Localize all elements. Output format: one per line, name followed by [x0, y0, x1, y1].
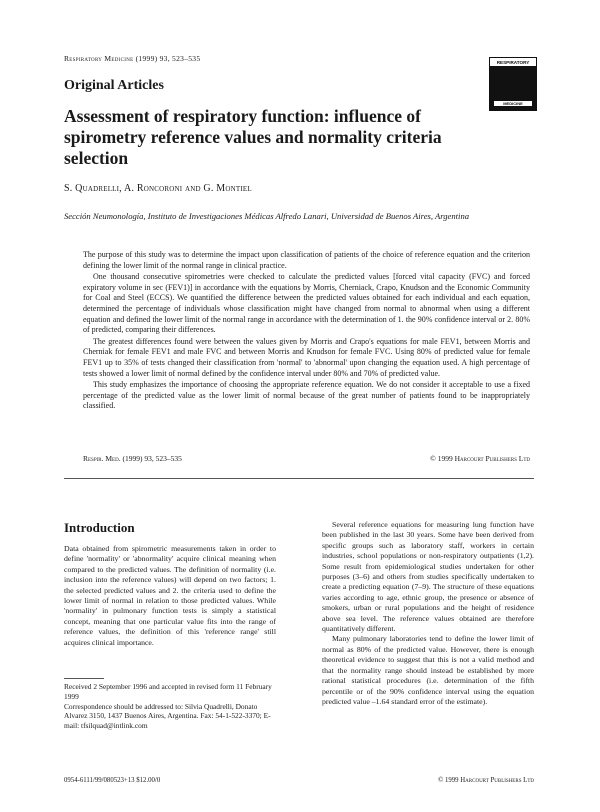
abstract	[83, 250, 530, 413]
issn-line: 0954-6111/99/080523+13 $12.00/0	[64, 777, 161, 784]
abstract-paragraph: This study emphasizes the importance of choosing the appropriate reference equation. We do not consider it acceptable to use a fixed percentage of the predicted value as the lower limit of normal because of the great number of patients found to be inappropriately classified.	[83, 380, 530, 411]
journal-header: Respiratory Medicine (1999) 93, 523–535	[64, 54, 201, 63]
footnote	[64, 682, 276, 731]
body-paragraph: Many pulmonary laboratories tend to define the lower limit of normal as 80% of the predicted value. However, there is enough theoretical evidence to suggest that this is not a valid method and that the normality range should instead be established by more rational statistical procedures (i.e. determination of the fifth percentile or of the 90% confidence interval using the equation predicted value –1.64 standard error of the estimate).	[322, 634, 534, 706]
abstract-paragraph: The purpose of this study was to determine the impact upon classification of patients of the choice of reference equation and the criterion defining the lower limit of the normal range in clinical practice.	[83, 250, 530, 270]
journal-logo	[489, 57, 537, 111]
introduction-heading: Introduction	[64, 520, 135, 535]
affiliation: Sección Neumonología, Instituto de Investigaciones Médicas Alfredo Lanari, Universidad de Buenos Aires, Argentina	[64, 211, 470, 221]
body-paragraph: Several reference equations for measuring lung function have been published in the last 30 years. Some have been derived from specific groups such as laboratory staff, workers in certain industries, school populations or non-respiratory outpatients (1,2). Some result from epidemiological studies undertaken for other purposes (3–6) and others from studies specifically undertaken to create a predicting equation (7–9). The structure of these equations varies according to age, ethnic group, the presence or absence of smokers, urban or rural populations and the height of residence above sea level. The reference values obtained are therefore quantitatively different.	[322, 520, 534, 634]
correspondence-note: Correspondence should be addressed to: Silvia Quadrelli, Donato Alvarez 3150, 1437 Buenos Aires, Argentina. Fax: 54-1-522-3370; E-mail: tfsilquad@intlink.com	[64, 701, 271, 731]
footnote-rule	[64, 678, 104, 679]
authors: S. Quadrelli, A. Roncoroni and G. Montiel	[64, 183, 252, 194]
received-note: Received 2 September 1996 and accepted in revised form 11 February 1999	[64, 682, 272, 701]
section-label: Original Articles	[64, 78, 164, 93]
logo-bottom-text: MEDICINE	[494, 101, 532, 106]
article-title: Assessment of respiratory function: influence of spirometry reference values and normality criteria selection	[64, 106, 442, 168]
left-column	[64, 544, 276, 648]
section-divider	[64, 478, 534, 479]
body-paragraph: Data obtained from spirometric measurements taken in order to define 'normality' or 'abnormality' acquire clinical meaning when compared to the predicted values. The definition of normality (i.e. inclusion into the reference values) will depend on two factors; 1. the selected predicted values and 2. the criteria used to define the lower limit of normal in relation to those predicted values. While 'normality' in pulmonary function tests is simply a statistical concept, meaning that one particular value fits into the range of reference values, the definition of this 'reference range' still acquires clinical importance.	[64, 544, 276, 647]
right-column	[322, 520, 534, 707]
abstract-paragraph: One thousand consecutive spirometries were checked to calculate the predicted values [forced vital capacity (FVC) and forced expiratory volume in sec (FEV1)] in accordance with the equations by Morris, Cherniack, Crapo, Knudson and the Economic Community for Coal and Steel (ECCS). We quantified the difference between the predicted values obtained for each individual and each equation, determined the percentage of individuals whose classification might have changed from normal to abnormal when using a different equation and defined the lower limit of the normal range in accordance with the determination of 1. the 90% confidence interval or 2. 80% of predicted, comparing their differences.	[83, 272, 530, 335]
abstract-paragraph: The greatest differences found were between the values given by Morris and Crapo's equations for male FEV1, between Morris and Cherniak for female FEV1 and male FVC and between Morris and Knudson for female FVC. Using 80% of predicted value for female FEV1 up to 35% of tests changed their classification from 'normal' to 'abnormal' upon changing the equation used. A high percentage of tests showed a lower limit of normal defined by the confidence interval under 80% and 70% of predicted value.	[83, 336, 530, 378]
abstract-citation: Respir. Med. (1999) 93, 523–535	[83, 454, 182, 463]
footer-copyright: © 1999 Harcourt Publishers Ltd	[438, 777, 534, 784]
abstract-copyright: © 1999 Harcourt Publishers Ltd	[430, 454, 530, 463]
logo-top-text: RESPIRATORY	[490, 58, 536, 67]
